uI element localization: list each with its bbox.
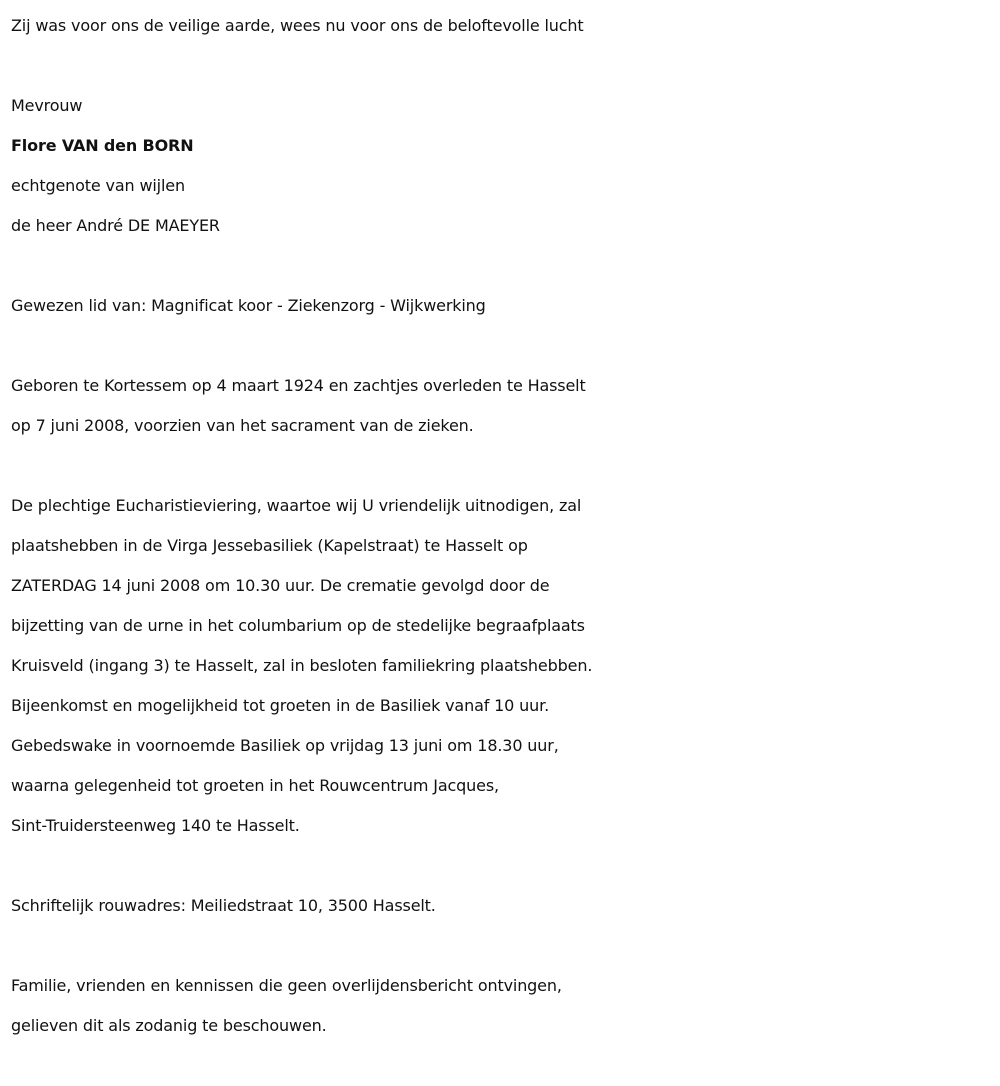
relation-line-2: de heer André DE MAEYER bbox=[11, 216, 220, 235]
spacer bbox=[11, 246, 1000, 286]
salutation: Mevrouw bbox=[11, 96, 83, 115]
membership: Gewezen lid van: Magnificat koor - Ziekenzorg - Wijkwerking bbox=[11, 296, 486, 315]
birth-death-line: op 7 juni 2008, voorzien van het sacrament van de zieken. bbox=[11, 416, 474, 435]
spacer bbox=[11, 46, 1000, 86]
ceremony-line: plaatshebben in de Virga Jessebasiliek (Kapelstraat) te Hasselt op bbox=[11, 536, 528, 555]
spacer bbox=[11, 846, 1000, 886]
closing-line: gelieven dit als zodanig te beschouwen. bbox=[11, 1016, 327, 1035]
closing-line: Familie, vrienden en kennissen die geen overlijdensbericht ontvingen, bbox=[11, 976, 562, 995]
mourning-address: Schriftelijk rouwadres: Meiliedstraat 10, 3500 Hasselt. bbox=[11, 896, 436, 915]
ceremony-line: bijzetting van de urne in het columbarium op de stedelijke begraafplaats bbox=[11, 616, 585, 635]
ceremony-line: De plechtige Eucharistieviering, waartoe wij U vriendelijk uitnodigen, zal bbox=[11, 496, 582, 515]
ceremony-line: Gebedswake in voornoemde Basiliek op vrijdag 13 juni om 18.30 uur, bbox=[11, 736, 559, 755]
spacer bbox=[11, 446, 1000, 486]
ceremony-line: waarna gelegenheid tot groeten in het Rouwcentrum Jacques, bbox=[11, 776, 499, 795]
ceremony-line: Bijeenkomst en mogelijkheid tot groeten in de Basiliek vanaf 10 uur. bbox=[11, 696, 550, 715]
deceased-name: Flore VAN den BORN bbox=[11, 136, 194, 155]
relation-line-1: echtgenote van wijlen bbox=[11, 176, 185, 195]
ceremony-line: ZATERDAG 14 juni 2008 om 10.30 uur. De crematie gevolgd door de bbox=[11, 576, 550, 595]
motto: Zij was voor ons de veilige aarde, wees nu voor ons de beloftevolle lucht bbox=[11, 16, 584, 35]
ceremony-line: Sint-Truidersteenweg 140 te Hasselt. bbox=[11, 816, 300, 835]
spacer bbox=[11, 326, 1000, 366]
ceremony-line: Kruisveld (ingang 3) te Hasselt, zal in besloten familiekring plaatshebben. bbox=[11, 656, 593, 675]
spacer bbox=[11, 926, 1000, 966]
birth-death-line: Geboren te Kortessem op 4 maart 1924 en zachtjes overleden te Hasselt bbox=[11, 376, 586, 395]
